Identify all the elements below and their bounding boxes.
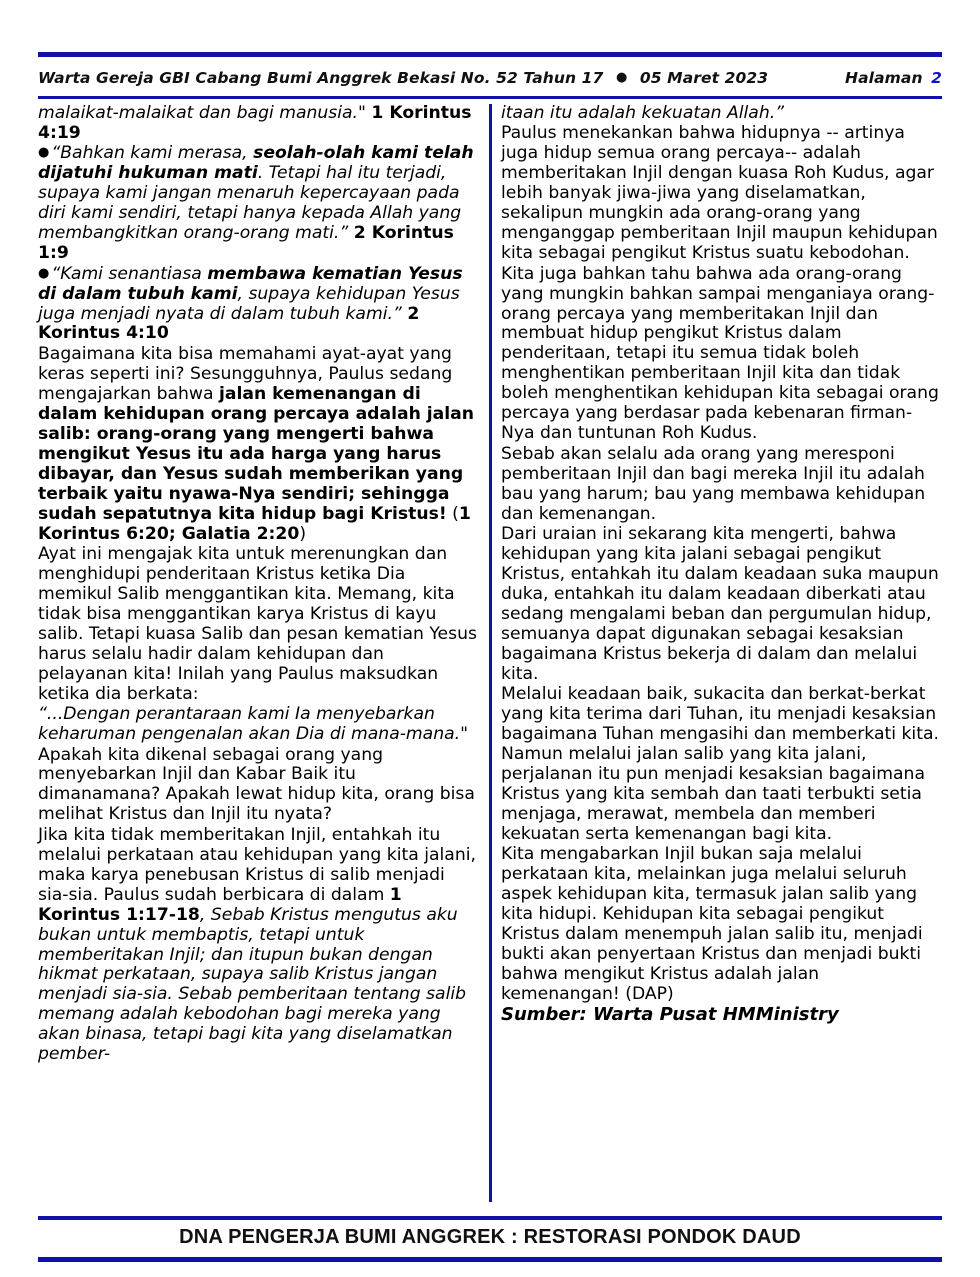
corinthians-text-a: Jika kita tidak memberitakan Injil, entahkah itu melalui perkataan atau kehidupan yang kita jalani, maka karya penebusan Kristus di salib menjadi sia-sia. Paulus sudah berbicara di dalam [38, 824, 476, 905]
verse-quote-1c: . Tetapi hal itu terjadi, supaya kami jangan menaruh kepercayaan pada diri kami sendiri, tetapi hanya kepada Allah yang membangkitkan orang-orang mati.” [38, 163, 462, 244]
verse-quote-2b: membawa kematian Yesus di dalam tubuh kami [38, 263, 463, 304]
explanation-text-e: ) [299, 523, 307, 544]
verse-text-continued: malaikat-malaikat dan bagi manusia." [38, 103, 372, 123]
paragraph-explanation [38, 345, 479, 545]
paragraph-paulus-emphasis: Paulus menekankan bahwa hidupnya -- artinya juga hidup semua orang percaya-- adalah memberitakan Injil dengan kuasa Roh Kudus, agar lebih banyak jiwa-jiwa yang diselamatkan, sekalipun mungkin ada orang-orang yang menganggap pemberitaan Injil maupun kehidupan kita sebagai pengikut Kristus suatu kebodohan. [501, 123, 938, 264]
explanation-text-c: ( [446, 503, 459, 524]
verse-reference-3: 2 Korintus 4:10 [38, 303, 420, 344]
verse-reference-4: 1 Korintus 6:20; Galatia 2:20 [38, 503, 471, 544]
paragraph-corinthians [38, 826, 479, 1065]
left-column [38, 104, 479, 1204]
header-bottom-rule [38, 96, 942, 99]
verse-quote-1a: “Bahkan kami merasa, [51, 143, 254, 164]
source-credit: Sumber: Warta Pusat HMMinistry [501, 1004, 839, 1026]
verse-quote-2a: “Kami senantiasa [51, 263, 208, 284]
paragraph-summary: Dari uraian ini sekarang kita mengerti, bahwa kehidupan yang kita jalani sebagai pengikut Kristus, entahkah itu dalam keadaan suka maupun duka, entahkah itu dalam keadaan diberkati atau sedang mengalami beban dan pergumulan hidup, semuanya dapat digunakan sebagai kesaksian bagaimana Kristus bekerja di dalam dan melalui kita. [501, 524, 939, 684]
paragraph-question: Apakah kita dikenal sebagai orang yang menyebarkan Injil dan Kabar Baik itu dimanamana? Apakah lewat hidup kita, orang bisa melihat Kristus dan Injil itu nyata? [38, 744, 475, 825]
bullet-icon: ● [38, 145, 50, 161]
header-left-text [38, 69, 768, 87]
verse-reference-2: 2 Korintus 1:9 [38, 223, 454, 264]
header-top-rule [38, 52, 942, 57]
paragraph-continuation [38, 104, 479, 144]
footer-top-rule [38, 1216, 942, 1220]
footer-banner-text: DNA PENGERJA BUMI ANGGREK : RESTORASI PONDOK DAUD [179, 1226, 801, 1248]
bullet-icon: ● [38, 265, 50, 281]
verse-reference-5: 1 Korintus 1:17-18 [38, 884, 402, 925]
right-column [501, 104, 942, 1204]
paragraph-response: Sebab akan selalu ada orang yang meresponi pemberitaan Injil dan bagi mereka Injil itu adalah bau yang harum; bau yang membawa kehidupan dan kemenangan. [501, 443, 926, 524]
verse-reference-1: 1 Korintus 4:19 [38, 103, 472, 143]
paragraph-persecution: Kita juga bahkan tahu bahwa ada orang-orang yang mungkin bahkan sampai menganiaya orang-orang percaya yang memberitakan Injil dan membuat hidup pengikut Kristus dalam penderitaan, tetapi itu semua tidak boleh menghentikan pemberitaan Injil kita dan tidak boleh menghentikan kehidupan kita sebagai orang percaya yang berdasar pada kebenaran firman-Nya dan tuntunan Roh Kudus. [501, 263, 939, 444]
header-bullet-separator: ● [615, 70, 628, 85]
verse-quote-2c: , supaya kehidupan Yesus juga menjadi nyata di dalam tubuh kami.” [38, 283, 460, 324]
paragraph-quote-aroma: “...Dengan perantaraan kami Ia menyebarkan keharuman pengenalan akan Dia di mana-mana." [38, 704, 468, 745]
explanation-emphasis: jalan kemenangan di dalam kehidupan orang percaya adalah jalan salib: orang-orang yang mengerti bahwa mengikut Yesus itu ada harga yang harus dibayar, dan Yesus sudah memberikan yang terbaik yaitu nyawa-Nya sendiri; sehingga sudah sepatutnya kita hidup bagi Kristus! [38, 383, 475, 524]
footer-bottom-rule [38, 1257, 942, 1262]
explanation-text-a: Bagaimana kita bisa memahami ayat-ayat yang keras seperti ini? Sesungguhnya, Paulus sedang mengajarkan bahwa [38, 343, 453, 404]
header-date: 05 Maret 2023 [639, 69, 769, 87]
header-issue-text: Warta Gereja GBI Cabang Bumi Anggrek Bekasi No. 52 Tahun 17 [38, 69, 604, 87]
verse-quote-1b: seolah-olah kami telah dijatuhi hukuman mati [38, 143, 474, 184]
paragraph-reflection: Ayat ini mengajak kita untuk merenungkan dan menghidupi penderitaan Kristus ketika Dia memikul Salib menggantikan kita. Memang, kita tidak bisa menggantikan karya Kristus di kayu salib. Tetapi kuasa Salib dan pesan kematian Yesus harus selalu hadir dalam kehidupan dan pelayanan kita! Inilah yang Paulus maksudkan ketika dia berkata: [38, 543, 477, 704]
verse-block-1 [38, 144, 479, 264]
header-page-number: 2 [931, 69, 942, 87]
article-body [38, 104, 942, 1204]
paragraph-quote-carryover: itaan itu adalah kekuatan Allah.” [501, 103, 785, 123]
corinthians-quote: , Sebab Kristus mengutus aku bukan untuk membaptis, tetapi untuk memberitakan Injil; dan itupun bukan dengan hikmat perkataan, supaya salib Kristus jangan menjadi sia-sia. Sebab pemberitaan tentang salib memang adalah kebodohan bagi mereka yang akan binasa, tetapi bagi kita yang diselamatkan pember- [38, 904, 467, 1065]
header-page-label: Halaman [845, 69, 923, 87]
paragraph-conclusion: Kita mengabarkan Injil bukan saja melalui perkataan kita, melainkan juga melalui seluruh aspek kehidupan kita, termasuk jalan salib yang kita hidupi. Kehidupan kita sebagai pengikut Kristus dalam menempuh jalan salib itu, menjadi bukti akan penyertaan Kristus dan menjadi bukti bahwa mengikut Kristus adalah jalan kemenangan! (DAP) [501, 844, 923, 1004]
paragraph-testimony: Melalui keadaan baik, sukacita dan berkat-berkat yang kita terima dari Tuhan, itu menjadi kesaksian bagaimana Tuhan mengasihi dan memberkati kita. Namun melalui jalan salib yang kita jalani, perjalanan itu pun menjadi kesaksian bagaimana Kristus yang kita sembah dan taati terbukti setia menjaga, merawat, membela dan memberi kekuatan serta kemenangan bagi kita. [501, 684, 939, 844]
page-header [38, 62, 942, 94]
header-page-indicator [845, 69, 942, 87]
verse-block-2 [38, 265, 479, 345]
